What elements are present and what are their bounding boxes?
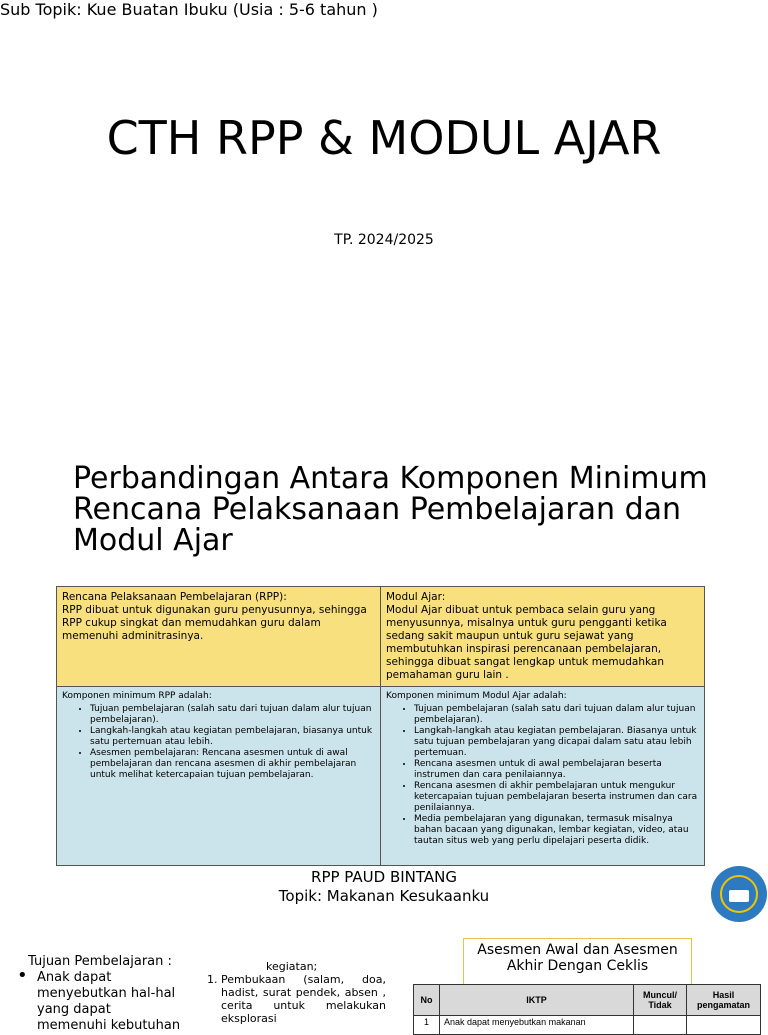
modul-components-cell bbox=[381, 687, 705, 866]
iktp-cell-muncul bbox=[634, 1016, 687, 1035]
iktp-header-hasil: Hasil pengamatan bbox=[687, 985, 761, 1016]
modul-components-intro: Komponen minimum Modul Ajar adalah: bbox=[386, 691, 567, 701]
rpp-header-text: RPP dibuat untuk digunakan guru penyusunnya, sehingga RPP cukup singkat dan memudahkan guru dalam memenuhi adminitrasinya. bbox=[62, 604, 367, 642]
kegiatan-label: kegiatan; bbox=[266, 960, 318, 973]
list-item: • Rencana asesmen di akhir pembelajaran untuk mengukur ketercapaian tujuan pembelajaran beserta instrumen dan cara penilaiannya. bbox=[414, 781, 699, 814]
modul-components-list bbox=[386, 704, 699, 847]
list-item: • Tujuan pembelajaran (salah satu dari tujuan dalam alur tujuan pembelajaran). bbox=[90, 704, 375, 726]
iktp-header-row bbox=[414, 985, 761, 1016]
asesmen-box: Asesmen Awal dan Asesmen Akhir Dengan Ceklis bbox=[463, 938, 692, 990]
tut-wuri-handayani-logo-icon bbox=[711, 866, 767, 922]
list-item: • Langkah-langkah atau kegiatan pembelajaran. Biasanya untuk satu tujuan pembelajaran yang dicapai dalam satu atau lebih pertemuan. bbox=[414, 726, 699, 759]
rpp-components-cell bbox=[57, 687, 381, 866]
table-row bbox=[414, 1016, 761, 1035]
kegiatan-list bbox=[205, 973, 386, 1025]
modul-header-cell bbox=[381, 587, 705, 687]
slide-title: CTH RPP & MODUL AJAR bbox=[106, 111, 662, 165]
rpp-header-cell bbox=[57, 587, 381, 687]
list-item: • Langkah-langkah atau kegiatan pembelajaran, biasanya untuk satu pertemuan atau lebih. bbox=[90, 726, 375, 748]
iktp-cell-hasil bbox=[687, 1016, 761, 1035]
comparison-heading: Perbandingan Antara Komponen Minimum Rencana Pelaksanaan Pembelajaran dan Modul Ajar bbox=[73, 461, 708, 558]
comparison-header-row bbox=[57, 587, 705, 687]
rpp-header-title: Rencana Pelaksanaan Pembelajaran (RPP): bbox=[62, 591, 287, 603]
comparison-body-row bbox=[57, 687, 705, 866]
slide-subtitle: TP. 2024/2025 bbox=[334, 232, 434, 248]
iktp-header-muncul: Muncul/ Tidak bbox=[634, 985, 687, 1016]
rpp-components-intro: Komponen minimum RPP adalah: bbox=[62, 691, 212, 701]
list-item: • Rencana asesmen untuk di awal pembelajaran beserta instrumen dan cara penilaiannya. bbox=[414, 759, 699, 781]
sub-topik-text: Sub Topik: Kue Buatan Ibuku (Usia : 5-6 tahun ) bbox=[0, 0, 378, 19]
logo-book bbox=[729, 890, 749, 902]
list-item: • Anak dapat menyebutkan hal-hal yang dapat memenuhi kebutuhan bbox=[17, 970, 182, 1034]
modul-header-title: Modul Ajar: bbox=[386, 591, 446, 603]
list-item: 1. Pembukaan (salam, doa, hadist, surat pendek, absen , cerita untuk melakukan eksplorasi bbox=[221, 973, 386, 1025]
list-item: • Asesmen pembelajaran: Rencana asesmen untuk di awal pembelajaran dan rencana asesmen di akhir pembelajaran untuk melihat ketercapaian tujuan pembelajaran. bbox=[90, 748, 375, 781]
rpp-components-list bbox=[62, 704, 375, 781]
list-item: • Tujuan pembelajaran (salah satu dari tujuan dalam alur tujuan pembelajaran). bbox=[414, 704, 699, 726]
modul-header-text: Modul Ajar dibuat untuk pembaca selain guru yang menyusunnya, misalnya untuk guru pengganti ketika sedang sakit maupun untuk guru sejawat yang membutuhkan inspirasi perencanaan pembelajaran, sehingga dibuat sangat lengkap untuk memudahkan pemahaman guru lain . bbox=[386, 604, 667, 681]
tujuan-title: Tujuan Pembelajaran : bbox=[28, 954, 172, 969]
tujuan-list bbox=[17, 970, 182, 1034]
topik-text: Topik: Makanan Kesukaanku bbox=[278, 887, 490, 905]
rpp-title-block bbox=[250, 868, 518, 906]
iktp-table bbox=[413, 984, 761, 1035]
iktp-cell-no: 1 bbox=[414, 1016, 440, 1035]
iktp-cell-iktp: Anak dapat menyebutkan makanan bbox=[440, 1016, 634, 1035]
rpp-title: RPP PAUD BINTANG bbox=[311, 868, 457, 886]
list-item: • Media pembelajaran yang digunakan, termasuk misalnya bahan bacaan yang digunakan, lembar kegiatan, video, atau tautan situs web yang perlu dipelajari peserta didik. bbox=[414, 814, 699, 847]
iktp-header-iktp: IKTP bbox=[440, 985, 634, 1016]
comparison-table bbox=[56, 586, 705, 866]
iktp-header-no: No bbox=[414, 985, 440, 1016]
